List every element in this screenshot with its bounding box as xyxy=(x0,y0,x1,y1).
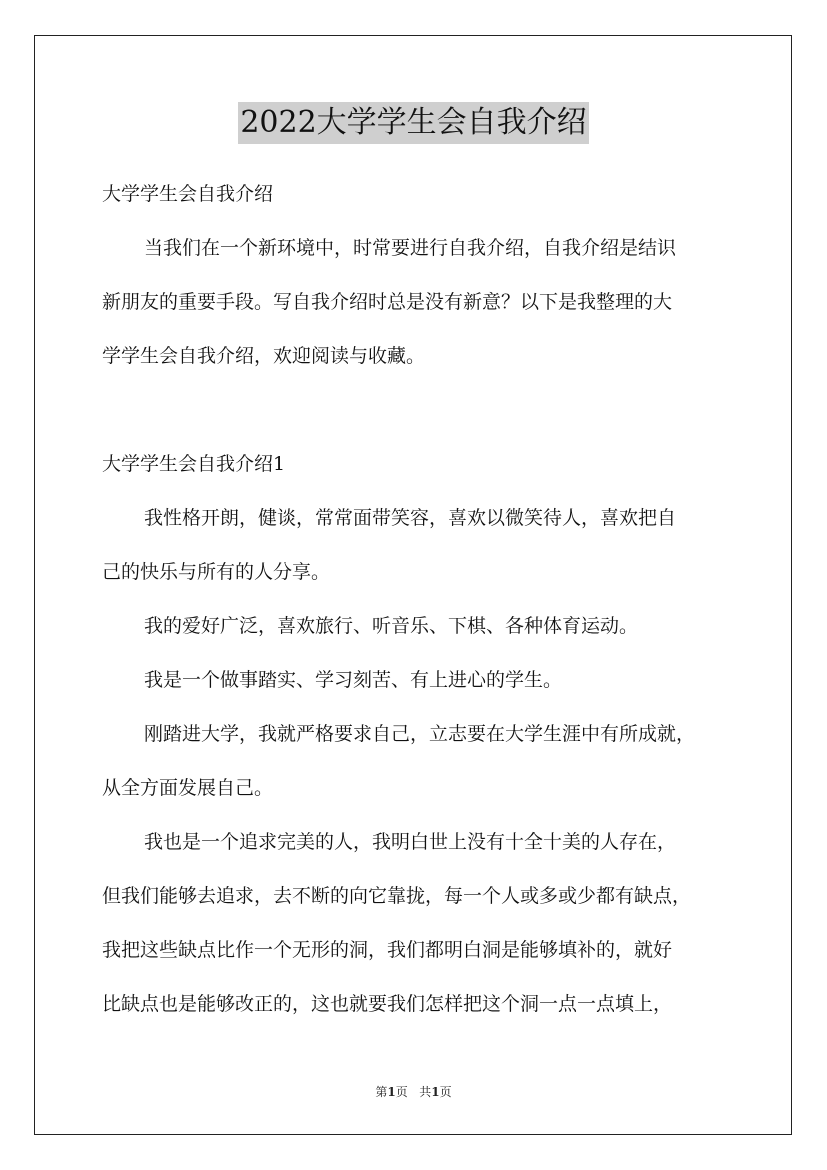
text-line: 大学学生会自我介绍1 xyxy=(102,453,286,475)
text-line: 大学学生会自我介绍 xyxy=(102,183,274,205)
text-line: 我也是一个追求完美的人，我明白世上没有十全十美的人存在， xyxy=(144,831,677,853)
text-line: 从全方面发展自己。 xyxy=(102,777,274,799)
document-body xyxy=(102,172,738,1036)
page-label-suffix: 页 xyxy=(395,1085,408,1099)
text-line: 我把这些缺点比作一个无形的洞，我们都明白洞是能够填补的，就好 xyxy=(102,939,673,961)
text-line: 当我们在一个新环境中，时常要进行自我介绍，自我介绍是结识 xyxy=(144,237,677,259)
text-line: 我的爱好广泛，喜欢旅行、听音乐、下棋、各种体育运动。 xyxy=(144,615,639,637)
total-label-suffix: 页 xyxy=(439,1085,452,1099)
title-wrap xyxy=(0,102,827,144)
total-pages: 1 xyxy=(431,1085,440,1099)
total-label-prefix: 共 xyxy=(419,1085,432,1099)
text-line: 己的快乐与所有的人分享。 xyxy=(102,561,331,583)
text-line: 比缺点也是能够改正的，这也就要我们怎样把这个洞一点一点填上， xyxy=(102,993,673,1015)
page-footer xyxy=(0,1083,827,1100)
page-number: 1 xyxy=(387,1085,396,1099)
blank-line xyxy=(102,388,738,442)
page-label-prefix: 第 xyxy=(375,1085,388,1099)
text-line: 学学生会自我介绍，欢迎阅读与收藏。 xyxy=(102,345,426,367)
text-line: 我性格开朗，健谈，常常面带笑容，喜欢以微笑待人，喜欢把自 xyxy=(144,507,677,529)
text-line: 我是一个做事踏实、学习刻苦、有上进心的学生。 xyxy=(144,669,563,691)
document-title: 2022大学学生会自我介绍 xyxy=(238,102,588,144)
text-line: 刚踏进大学，我就严格要求自己，立志要在大学生涯中有所成就， xyxy=(144,723,696,745)
text-line: 新朋友的重要手段。写自我介绍时总是没有新意？以下是我整理的大 xyxy=(102,291,673,313)
text-line: 但我们能够去追求，去不断的向它靠拢，每一个人或多或少都有缺点， xyxy=(102,885,692,907)
